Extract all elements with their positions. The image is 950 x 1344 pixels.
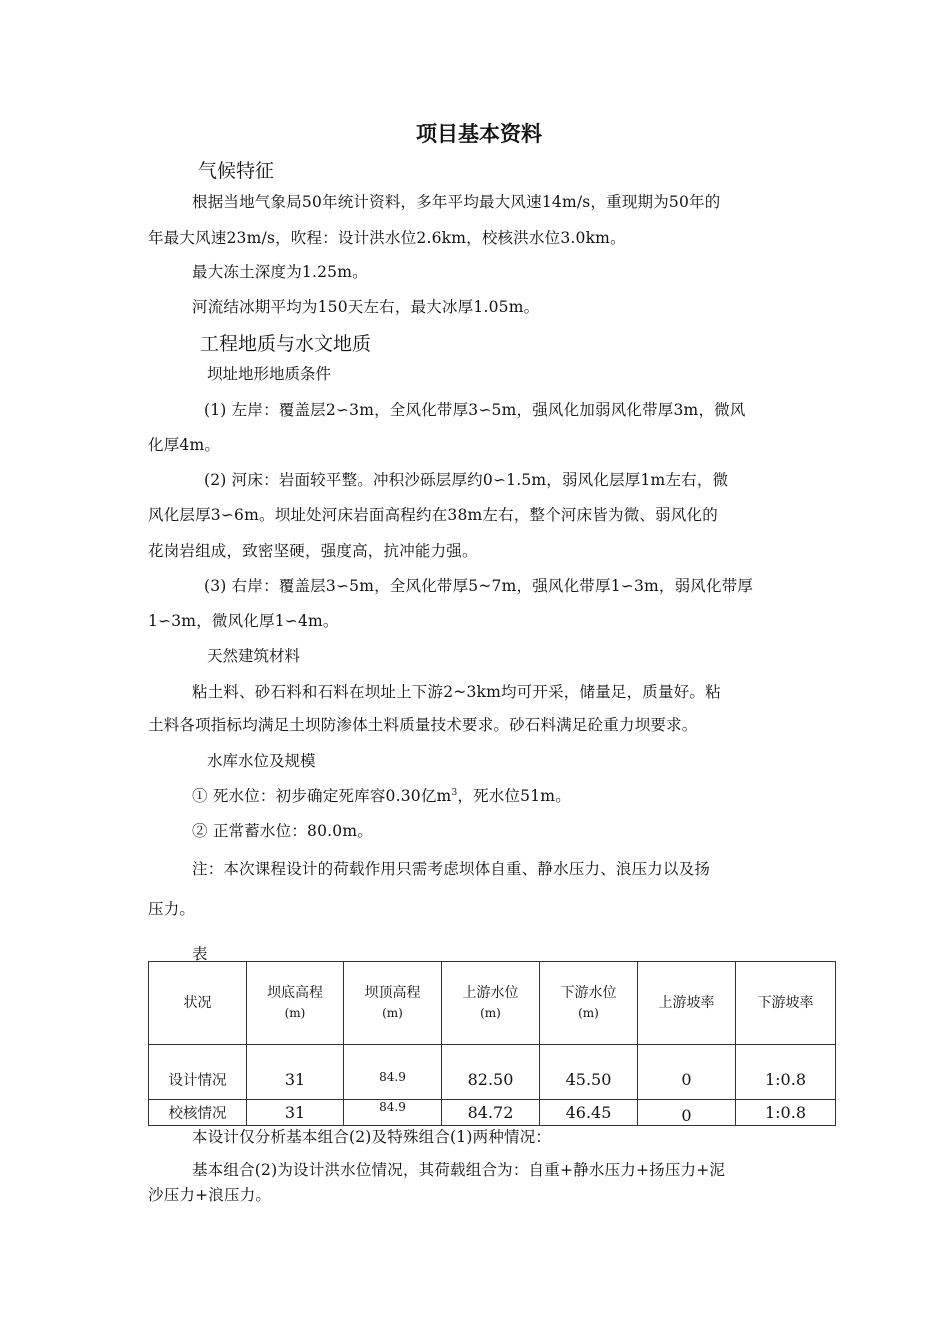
header-unit: (m) bbox=[480, 1006, 501, 1020]
header-downstream-slope: 下游坡率 bbox=[757, 995, 814, 1011]
table-cell: 0 bbox=[638, 1045, 736, 1100]
header-cell bbox=[638, 962, 736, 1045]
header-bottom-elevation: 坝底高程 bbox=[267, 985, 323, 1001]
table-header-row bbox=[149, 962, 836, 1045]
climate-paragraph-line: 根据当地气象局50年统计资料，多年平均最大风速14m/s，重现期为50年的 bbox=[192, 193, 721, 211]
header-cell bbox=[736, 962, 836, 1045]
table-cell: 82.50 bbox=[442, 1045, 540, 1100]
header-cell bbox=[149, 962, 247, 1045]
dead-water-level-main: ① 死水位：初步确定死库容0.30亿m bbox=[192, 787, 452, 805]
table-cell: 设计情况 bbox=[149, 1045, 247, 1100]
header-unit: (m) bbox=[578, 1006, 599, 1020]
table-cell: 校核情况 bbox=[149, 1100, 247, 1126]
table-cell: 0 bbox=[638, 1100, 736, 1126]
note-text: 压力。 bbox=[148, 900, 196, 918]
riverbed-text: (2) 河床：岩面较平整。冲积沙砾层厚约0∽1.5m，弱风化层厚1m左右，微 bbox=[204, 471, 729, 489]
left-bank-text: (1) 左岸：覆盖层2∽3m，全风化带厚3∽5m，强风化加弱风化带厚3m，微风 bbox=[204, 401, 746, 419]
climate-paragraph-line: 年最大风速23m/s，吹程：设计洪水位2.6km，校核洪水位3.0km。 bbox=[148, 229, 626, 247]
header-upstream-slope: 上游坡率 bbox=[658, 995, 715, 1011]
table-cell: 84.9 bbox=[344, 1045, 442, 1100]
analysis-scope-text: 本设计仅分析基本组合(2)及特殊组合(1)两种情况： bbox=[192, 1128, 552, 1146]
header-unit: (m) bbox=[284, 1006, 306, 1020]
right-bank-text: 1∽3m，微风化厚1∽4m。 bbox=[148, 612, 339, 630]
riverbed-text: 风化层厚3∽6m。坝址处河床岩面高程约在38m左右，整个河床皆为微、弱风化的 bbox=[148, 506, 718, 524]
frost-depth-text: 最大冻土深度为1.25m。 bbox=[192, 263, 368, 281]
riverbed-text: 花岗岩组成，致密坚硬，强度高，抗冲能力强。 bbox=[148, 542, 478, 560]
section-heading-climate: 气候特征 bbox=[198, 160, 275, 182]
table-cell: 45.50 bbox=[540, 1045, 638, 1100]
right-bank-text: (3) 右岸：覆盖层3∽5m，全风化带厚5~7m，强风化带厚1∽3m，弱风化带厚 bbox=[204, 577, 754, 595]
header-cell bbox=[344, 962, 442, 1045]
table-cell: 1:0.8 bbox=[736, 1100, 836, 1126]
load-combination-text: 沙压力+浪压力。 bbox=[148, 1186, 272, 1204]
header-cell bbox=[540, 962, 638, 1045]
header-cell bbox=[442, 962, 540, 1045]
left-bank-text: 化厚4m。 bbox=[148, 436, 221, 454]
dead-water-level-tail: ，死水位51m。 bbox=[457, 787, 571, 805]
section-heading-geology: 工程地质与水文地质 bbox=[200, 333, 372, 355]
header-crest-elevation: 坝顶高程 bbox=[364, 985, 421, 1001]
header-unit: (m) bbox=[382, 1006, 403, 1020]
materials-text: 土料各项指标均满足土坝防渗体土料质量技术要求。砂石料满足砼重力坝要求。 bbox=[148, 716, 698, 734]
page-title: 项目基本资料 bbox=[416, 122, 542, 146]
header-status: 状况 bbox=[183, 995, 212, 1011]
ice-thickness-text: 河流结冰期平均为150天左右，最大冰厚1.05m。 bbox=[192, 298, 540, 316]
table-cell: 46.45 bbox=[540, 1100, 638, 1126]
table-cell: 31 bbox=[247, 1100, 344, 1126]
subheading-materials: 天然建筑材料 bbox=[207, 647, 301, 665]
header-cell bbox=[247, 962, 344, 1045]
note-text: 注：本次课程设计的荷载作用只需考虑坝体自重、静水压力、浪压力以及扬 bbox=[192, 860, 711, 878]
table-caption: 表 bbox=[192, 945, 208, 963]
normal-water-level-text: ② 正常蓄水位：80.0m。 bbox=[192, 822, 373, 840]
load-combination-text: 基本组合(2)为设计洪水位情况，其荷载组合为：自重+静水压力+扬压力+泥 bbox=[192, 1161, 726, 1179]
materials-text: 粘土料、砂石料和石料在坝址上下游2~3km均可开采，储量足，质量好。粘 bbox=[192, 683, 721, 701]
subheading-reservoir: 水库水位及规模 bbox=[207, 752, 316, 770]
header-downstream-level: 下游水位 bbox=[560, 985, 617, 1001]
table-row bbox=[149, 1045, 836, 1100]
table-row bbox=[149, 1100, 836, 1126]
header-upstream-level: 上游水位 bbox=[462, 985, 519, 1001]
dead-water-level-text bbox=[192, 784, 571, 806]
table-cell: 1:0.8 bbox=[736, 1045, 836, 1100]
water-level-table bbox=[148, 961, 836, 1126]
subheading-dam-site: 坝址地形地质条件 bbox=[207, 365, 332, 383]
table-cell: 84.9 bbox=[344, 1100, 442, 1126]
table-cell: 84.72 bbox=[442, 1100, 540, 1126]
table-cell: 31 bbox=[247, 1045, 344, 1100]
cubic-superscript: 3 bbox=[451, 787, 458, 798]
